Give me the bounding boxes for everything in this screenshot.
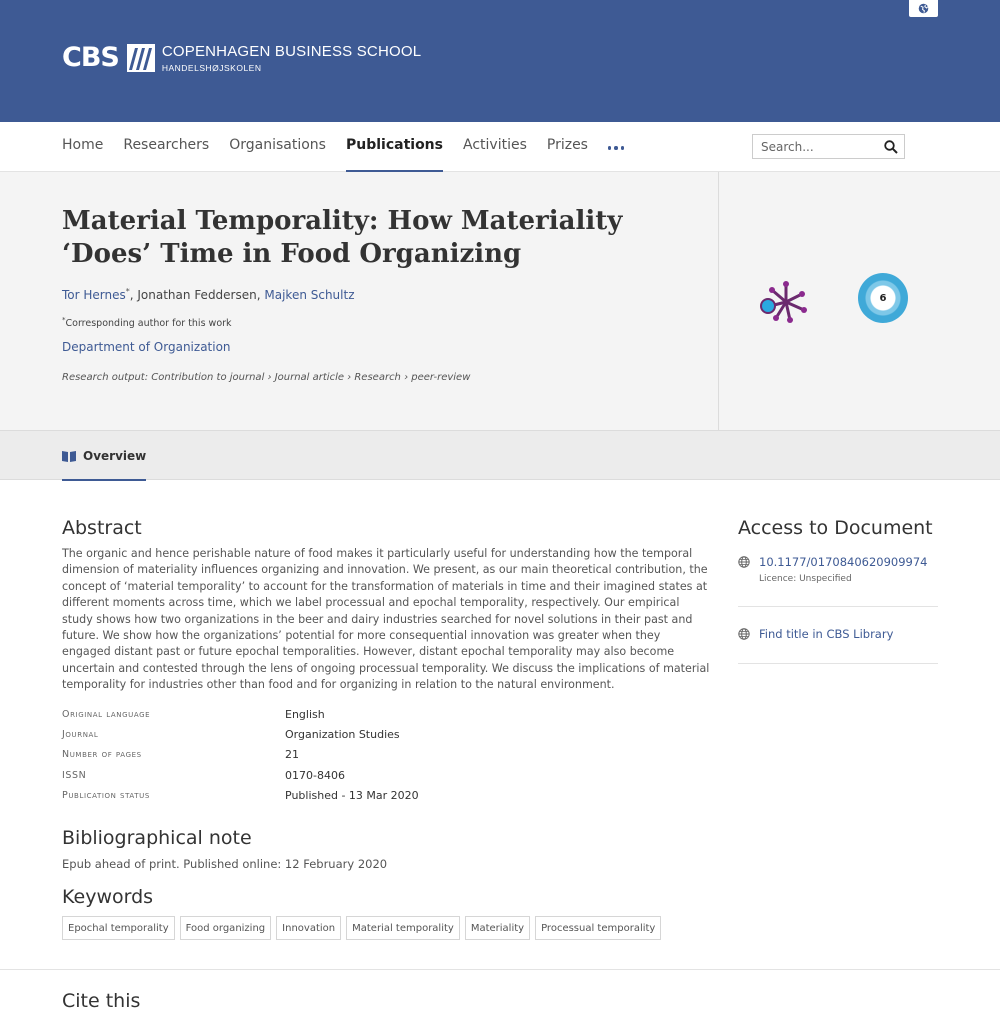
search-input[interactable] bbox=[753, 140, 878, 154]
keyword-tag[interactable]: Food organizing bbox=[180, 916, 272, 940]
library-item bbox=[738, 627, 938, 641]
corresponding-note-marker: * bbox=[62, 316, 66, 324]
plumx-metrics-icon[interactable] bbox=[758, 278, 814, 326]
detail-label: Original language bbox=[62, 708, 151, 720]
keyword-tag[interactable]: Epochal temporality bbox=[62, 916, 175, 940]
bibliographical-note-text: Epub ahead of print. Published online: 12 February 2020 bbox=[62, 857, 388, 871]
tab-overview[interactable] bbox=[62, 431, 146, 480]
cite-heading: Cite this bbox=[62, 990, 141, 1012]
nav-researchers[interactable]: Researchers bbox=[123, 137, 210, 153]
nav-list bbox=[62, 122, 624, 172]
sidebar-divider bbox=[738, 606, 938, 607]
detail-row bbox=[62, 704, 702, 724]
details-table bbox=[62, 704, 702, 806]
library-text: Find title in CBS Library bbox=[759, 627, 894, 641]
altmetric-score: 6 bbox=[858, 273, 908, 323]
nav-activities[interactable]: Activities bbox=[463, 137, 527, 153]
corresponding-note bbox=[62, 316, 232, 329]
detail-value: 21 bbox=[285, 748, 299, 762]
keyword-tag[interactable]: Material temporality bbox=[346, 916, 460, 940]
detail-label: ISSN bbox=[62, 769, 87, 781]
search-box bbox=[752, 134, 905, 159]
section-divider bbox=[0, 969, 1000, 970]
detail-label: Journal bbox=[62, 729, 99, 741]
research-output-path: Contribution to journal › Journal article › Research › peer-review bbox=[151, 372, 471, 383]
corresponding-note-text: Corresponding author for this work bbox=[65, 318, 232, 330]
search-icon bbox=[884, 140, 898, 154]
globe-icon bbox=[738, 628, 750, 640]
research-output-label: Research output bbox=[62, 372, 145, 383]
abstract-heading: Abstract bbox=[62, 517, 142, 539]
author-list: Tor Hernes*, Jonathan Feddersen, Majken Schultz bbox=[62, 287, 355, 302]
altmetric-badge[interactable] bbox=[858, 273, 908, 323]
licence-text: Licence: Unspecified bbox=[759, 574, 852, 584]
more-dots-icon[interactable] bbox=[608, 122, 625, 172]
doi-text: 10.1177/0170840620909974 bbox=[759, 555, 928, 569]
keyword-tag[interactable]: Innovation bbox=[276, 916, 341, 940]
keyword-tag[interactable]: Materiality bbox=[465, 916, 530, 940]
detail-label: Publication status bbox=[62, 790, 150, 802]
abstract-text: The organic and hence perishable nature of food makes it particularly useful for understanding how the temporal dimension of materiality influences organizing and innovation. We present, as our main theoretical contribution, the concept of ‘material temporality’ to account for the transformation of materials in time and their imagined states at different moments across time, which we label processual and epochal temporality, respectively. Our empirical study shows how two organizations in the beer and dairy industries searched for novel solutions in their past and future. We show how the organizations’ potential for more consequential innovation was greater when they engaged distant past or future epochal temporalities. However, distant epochal temporality may also become uncertain and contested through the lens of ongoing processual temporality. We discuss the implications of material temporality for industries other than food and for organizing in relation to the natural environment. bbox=[62, 547, 710, 692]
nav-home[interactable]: Home bbox=[62, 137, 104, 153]
search-button[interactable] bbox=[878, 135, 904, 158]
nav-publications[interactable]: Publications bbox=[346, 122, 443, 172]
detail-row bbox=[62, 765, 702, 785]
cbs-logo[interactable] bbox=[62, 44, 421, 73]
research-output: Research output: Contribution to journal › Journal article › Research › peer-review bbox=[62, 372, 471, 383]
nav-prizes[interactable]: Prizes bbox=[546, 137, 588, 153]
page-title: Material Temporality: How Materiality ‘Does’ Time in Food Organizing bbox=[62, 206, 623, 269]
tab-bar bbox=[0, 431, 1000, 480]
book-icon bbox=[62, 450, 76, 462]
doi-link[interactable] bbox=[738, 555, 938, 569]
language-button[interactable] bbox=[909, 0, 938, 17]
bibliographical-note-heading: Bibliographical note bbox=[62, 827, 252, 849]
detail-value: Organization Studies bbox=[285, 728, 400, 742]
logo-name: COPENHAGEN BUSINESS SCHOOL bbox=[161, 43, 422, 60]
header-divider bbox=[718, 172, 719, 431]
brand-header bbox=[0, 0, 1000, 122]
detail-value: Published - 13 Mar 2020 bbox=[285, 789, 419, 803]
keyword-tag[interactable]: Processual temporality bbox=[535, 916, 661, 940]
detail-label: Number of pages bbox=[62, 749, 142, 761]
department-link[interactable]: Department of Organization bbox=[62, 340, 231, 354]
keyword-list bbox=[62, 916, 661, 940]
sidebar-divider bbox=[738, 663, 938, 664]
logo-short: CBS bbox=[62, 42, 119, 74]
detail-row bbox=[62, 745, 702, 765]
detail-row bbox=[62, 724, 702, 744]
globe-icon bbox=[918, 3, 929, 14]
author-link-hernes[interactable]: Tor Hernes bbox=[62, 288, 126, 302]
logo-subname: HANDELSHØJSKOLEN bbox=[161, 63, 262, 73]
nav-organisations[interactable]: Organisations bbox=[229, 137, 326, 153]
author-name-feddersen: Jonathan Feddersen bbox=[137, 288, 257, 302]
tab-overview-label: Overview bbox=[83, 448, 147, 463]
author-link-schultz[interactable]: Majken Schultz bbox=[264, 288, 355, 302]
access-heading: Access to Document bbox=[738, 517, 933, 539]
detail-value: 0170-8406 bbox=[285, 768, 345, 782]
library-link[interactable] bbox=[738, 627, 938, 641]
globe-icon bbox=[738, 556, 750, 568]
detail-row bbox=[62, 786, 702, 806]
keywords-heading: Keywords bbox=[62, 886, 154, 908]
detail-value: English bbox=[285, 707, 325, 721]
logo-mark-icon bbox=[127, 44, 155, 72]
main-navigation bbox=[0, 122, 1000, 172]
corresponding-marker: * bbox=[125, 287, 130, 296]
doi-item bbox=[738, 555, 938, 584]
